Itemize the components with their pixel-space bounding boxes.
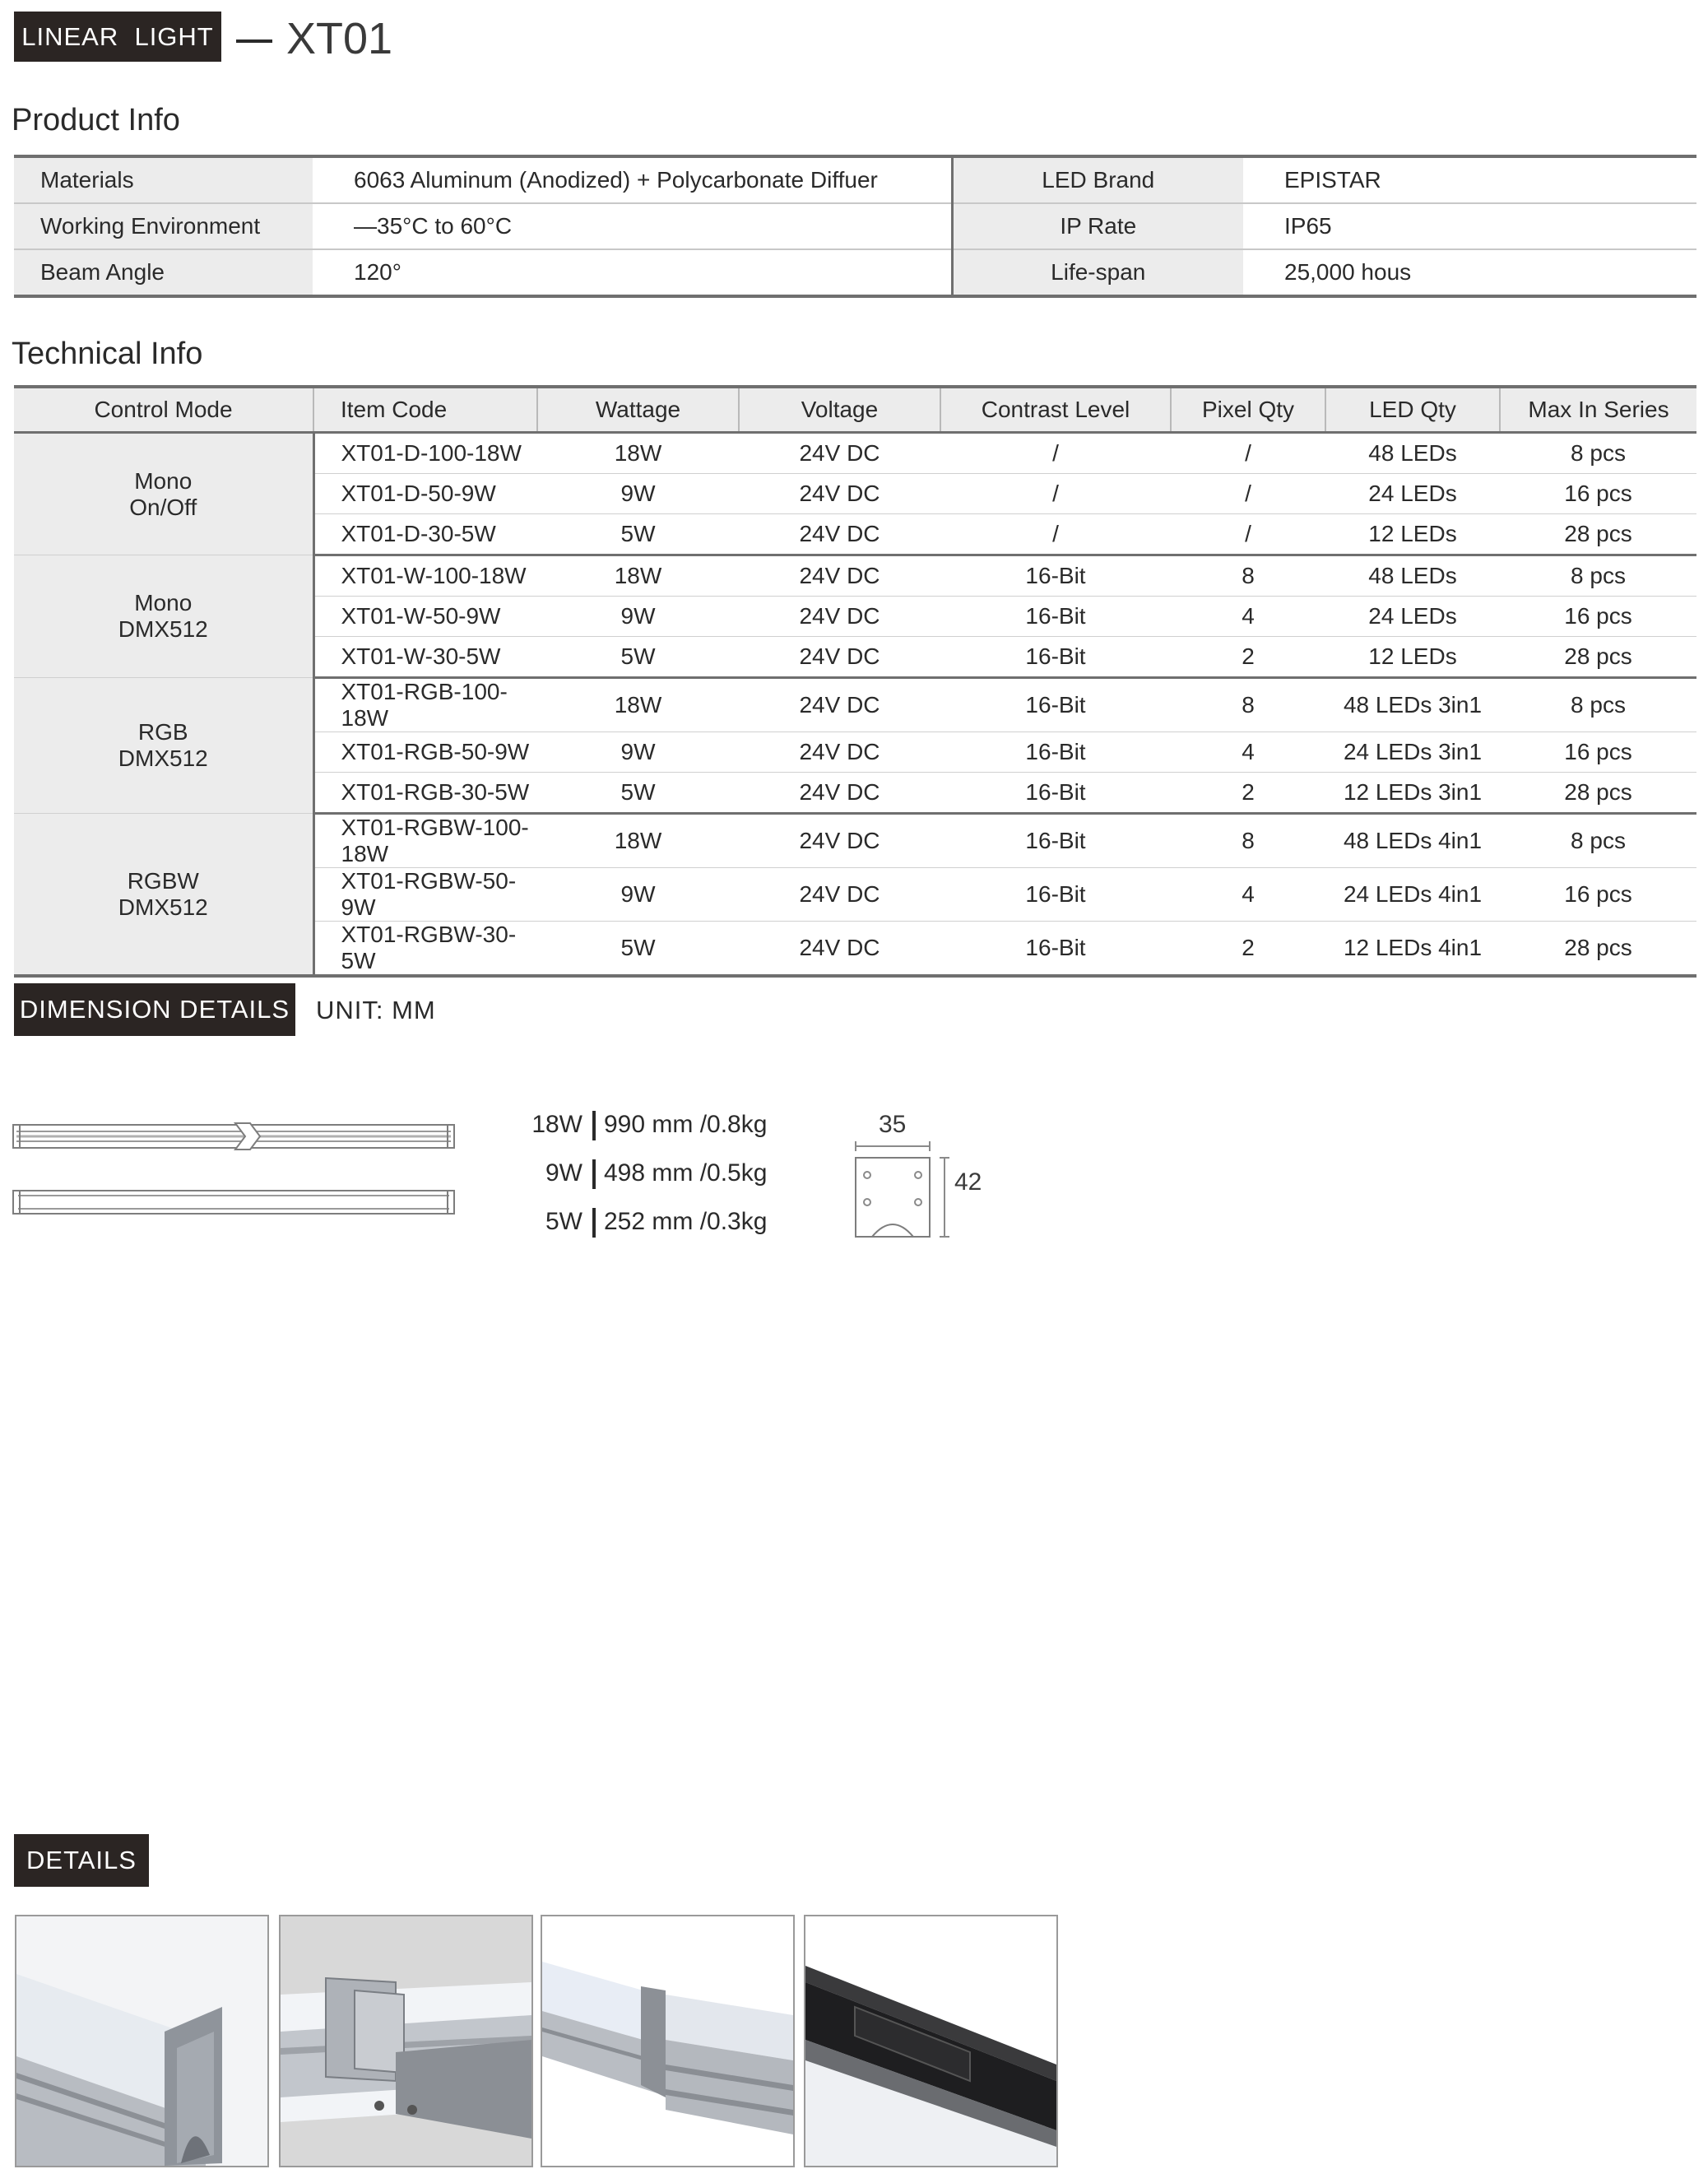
table-cell: / xyxy=(1171,433,1325,474)
table-cell: 5W xyxy=(537,514,739,555)
table-cell: 48 LEDs xyxy=(1325,433,1500,474)
bar-drawing-short xyxy=(12,1187,456,1217)
table-cell: 16-Bit xyxy=(940,868,1171,922)
dimension-badge-text: DIMENSION DETAILS xyxy=(19,995,290,1024)
detail-photo-joint xyxy=(541,1915,795,2167)
table-cell: 9W xyxy=(537,474,739,514)
product-label: LED Brand xyxy=(952,156,1243,203)
table-cell: 16-Bit xyxy=(940,922,1171,977)
control-mode-line: DMX512 xyxy=(118,745,208,771)
table-row xyxy=(14,555,1696,597)
table-cell: 8 pcs xyxy=(1500,814,1696,868)
table-cell: 18W xyxy=(537,814,739,868)
details-badge xyxy=(14,1834,149,1887)
table-cell: 16 pcs xyxy=(1500,597,1696,637)
length-weight-value: 990 mm /0.8kg xyxy=(604,1111,768,1138)
column-header: Max In Series xyxy=(1500,387,1696,433)
table-cell: 9W xyxy=(537,597,739,637)
divider-bar xyxy=(592,1111,596,1140)
table-cell: 12 LEDs xyxy=(1325,637,1500,678)
divider-bar xyxy=(592,1208,596,1238)
control-mode-line: On/Off xyxy=(129,494,197,520)
length-weight-value: 498 mm /0.5kg xyxy=(604,1159,768,1187)
table-cell: / xyxy=(1171,514,1325,555)
table-cell: 16-Bit xyxy=(940,732,1171,773)
table-cell: 24 LEDs xyxy=(1325,474,1500,514)
table-cell: 18W xyxy=(537,555,739,597)
control-mode-cell xyxy=(14,678,313,814)
table-cell: 24V DC xyxy=(739,678,940,732)
table-cell: 12 LEDs xyxy=(1325,514,1500,555)
table-cell: 12 LEDs 4in1 xyxy=(1325,922,1500,977)
table-row xyxy=(14,814,1696,868)
table-cell: XT01-RGB-30-5W xyxy=(313,773,537,814)
table-cell: 28 pcs xyxy=(1500,773,1696,814)
table-cell: 48 LEDs 3in1 xyxy=(1325,678,1500,732)
table-cell: XT01-D-30-5W xyxy=(313,514,537,555)
profile-height-label: 42 xyxy=(954,1168,982,1196)
table-cell: 24 LEDs 4in1 xyxy=(1325,868,1500,922)
table-cell: 8 pcs xyxy=(1500,678,1696,732)
table-cell: 2 xyxy=(1171,637,1325,678)
table-cell: XT01-W-100-18W xyxy=(313,555,537,597)
table-cell: 24V DC xyxy=(739,637,940,678)
table-cell: 18W xyxy=(537,433,739,474)
product-info-table xyxy=(14,155,1696,298)
table-cell: 9W xyxy=(537,732,739,773)
column-header: Control Mode xyxy=(14,387,313,433)
table-cell: 24V DC xyxy=(739,922,940,977)
detail-photo-housing xyxy=(804,1915,1058,2167)
table-cell: XT01-RGBW-100-18W xyxy=(313,814,537,868)
table-cell: 5W xyxy=(537,773,739,814)
table-cell: 24 LEDs 3in1 xyxy=(1325,732,1500,773)
table-cell: XT01-RGB-50-9W xyxy=(313,732,537,773)
details-badge-text: DETAILS xyxy=(26,1846,137,1874)
category-badge-text: LINEAR LIGHT xyxy=(21,21,214,51)
table-row xyxy=(14,433,1696,474)
column-header: Contrast Level xyxy=(940,387,1171,433)
table-cell: 48 LEDs xyxy=(1325,555,1500,597)
column-header: LED Qty xyxy=(1325,387,1500,433)
table-cell: 8 xyxy=(1171,555,1325,597)
product-value: 25,000 hous xyxy=(1284,259,1412,285)
table-cell: XT01-W-30-5W xyxy=(313,637,537,678)
technical-info-table xyxy=(14,385,1696,978)
table-cell: XT01-D-100-18W xyxy=(313,433,537,474)
product-label: Working Environment xyxy=(14,203,313,249)
product-info-row xyxy=(14,203,1696,249)
table-cell: 16-Bit xyxy=(940,555,1171,597)
table-cell: / xyxy=(940,514,1171,555)
product-value: EPISTAR xyxy=(1243,156,1696,203)
table-cell: 16-Bit xyxy=(940,597,1171,637)
wattage-label: 5W xyxy=(545,1208,582,1235)
table-cell: 24V DC xyxy=(739,732,940,773)
table-cell: XT01-W-50-9W xyxy=(313,597,537,637)
table-cell: 12 LEDs 3in1 xyxy=(1325,773,1500,814)
table-cell: 8 xyxy=(1171,678,1325,732)
product-info-row xyxy=(14,249,1696,296)
table-cell: 24 LEDs xyxy=(1325,597,1500,637)
table-cell: 24V DC xyxy=(739,433,940,474)
control-mode-line: DMX512 xyxy=(118,616,208,642)
table-cell: 16-Bit xyxy=(940,773,1171,814)
dimension-spec-line xyxy=(527,1208,767,1238)
length-weight-value: 252 mm /0.3kg xyxy=(604,1208,768,1235)
unit-label: UNIT: MM xyxy=(316,996,436,1024)
dimension-badge xyxy=(14,983,295,1036)
table-cell: 24V DC xyxy=(739,773,940,814)
table-cell: 24V DC xyxy=(739,868,940,922)
wattage-label: 9W xyxy=(545,1159,582,1187)
table-cell: 8 xyxy=(1171,814,1325,868)
control-mode-cell xyxy=(14,814,313,977)
table-cell: 24V DC xyxy=(739,597,940,637)
table-cell: 28 pcs xyxy=(1500,637,1696,678)
product-label: Materials xyxy=(14,156,313,203)
product-label: IP Rate xyxy=(952,203,1243,249)
table-cell: 24V DC xyxy=(739,814,940,868)
table-cell: 16 pcs xyxy=(1500,868,1696,922)
table-cell: 24V DC xyxy=(739,555,940,597)
control-mode-cell xyxy=(14,433,313,555)
table-cell: XT01-RGB-100-18W xyxy=(313,678,537,732)
table-cell: 2 xyxy=(1171,773,1325,814)
product-value: IP65 xyxy=(1243,203,1696,249)
profile-cross-section xyxy=(847,1140,954,1240)
control-mode-line: RGB xyxy=(137,719,188,745)
control-mode-line: DMX512 xyxy=(118,894,208,920)
table-cell: 18W xyxy=(537,678,739,732)
table-cell: 2 xyxy=(1171,922,1325,977)
product-label: Life-span xyxy=(952,249,1243,296)
product-value: 120° xyxy=(313,249,952,296)
table-cell: 8 pcs xyxy=(1500,433,1696,474)
detail-photo-connector xyxy=(279,1915,533,2167)
table-cell: 24V DC xyxy=(739,474,940,514)
table-cell: / xyxy=(940,433,1171,474)
column-header: Item Code xyxy=(313,387,537,433)
table-cell: 9W xyxy=(537,868,739,922)
product-value: 6063 Aluminum (Anodized) + Polycarbonate Diffuer xyxy=(313,156,952,203)
detail-photo-end-cap xyxy=(15,1915,269,2167)
table-cell: 4 xyxy=(1171,868,1325,922)
product-info-row xyxy=(14,156,1696,203)
table-cell: / xyxy=(940,474,1171,514)
profile-width-label: 35 xyxy=(879,1111,907,1138)
table-cell: 5W xyxy=(537,922,739,977)
table-cell: 8 pcs xyxy=(1500,555,1696,597)
table-cell: XT01-D-50-9W xyxy=(313,474,537,514)
table-cell: 4 xyxy=(1171,732,1325,773)
dimension-spec-line xyxy=(527,1111,767,1140)
wattage-label: 18W xyxy=(531,1111,582,1138)
column-header: Pixel Qty xyxy=(1171,387,1325,433)
table-row xyxy=(14,678,1696,732)
table-cell: 16 pcs xyxy=(1500,474,1696,514)
table-cell: 16-Bit xyxy=(940,637,1171,678)
table-cell: 4 xyxy=(1171,597,1325,637)
table-cell: 48 LEDs 4in1 xyxy=(1325,814,1500,868)
column-header: Wattage xyxy=(537,387,739,433)
model-title: XT01 xyxy=(286,14,393,63)
dimension-spec-line xyxy=(527,1159,767,1189)
table-cell: 16-Bit xyxy=(940,814,1171,868)
control-mode-line: Mono xyxy=(134,590,193,615)
category-badge xyxy=(14,12,221,62)
bar-drawing-long xyxy=(12,1122,456,1151)
table-cell: / xyxy=(1171,474,1325,514)
product-value: —35°C to 60°C xyxy=(313,203,952,249)
table-cell: 5W xyxy=(537,637,739,678)
table-cell: 16 pcs xyxy=(1500,732,1696,773)
divider-bar xyxy=(592,1159,596,1189)
column-header: Voltage xyxy=(739,387,940,433)
control-mode-cell xyxy=(14,555,313,678)
table-cell: 16-Bit xyxy=(940,678,1171,732)
table-cell: 28 pcs xyxy=(1500,922,1696,977)
control-mode-line: RGBW xyxy=(127,867,199,894)
title-dash xyxy=(236,39,272,43)
table-cell: 28 pcs xyxy=(1500,514,1696,555)
product-label: Beam Angle xyxy=(14,249,313,296)
control-mode-line: Mono xyxy=(134,467,193,494)
table-cell: XT01-RGBW-30-5W xyxy=(313,922,537,977)
table-cell: XT01-RGBW-50-9W xyxy=(313,868,537,922)
table-cell: 24V DC xyxy=(739,514,940,555)
product-info-title: Product Info xyxy=(12,103,180,137)
technical-info-title: Technical Info xyxy=(12,337,203,371)
